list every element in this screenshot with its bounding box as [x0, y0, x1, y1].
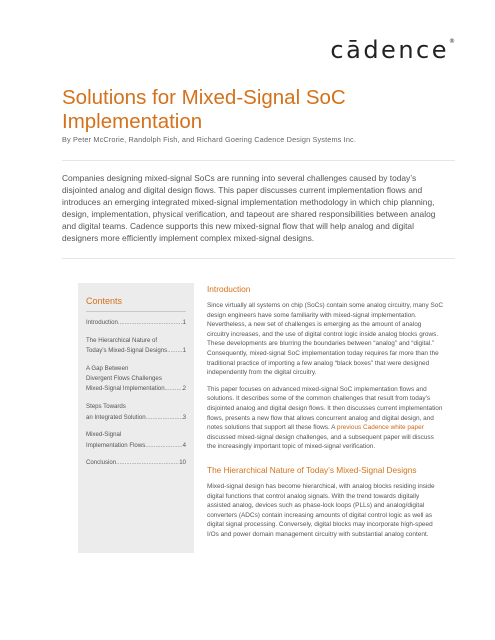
toc-page-number: 4: [182, 441, 186, 449]
toc-line: [86, 374, 186, 384]
paragraph: Mixed-signal design has become hierarchical, with analog blocks residing inside digital functions that control analog signals. With the trend towards digitally assisted analog, devices such as phase-lock loops (PLLs) and analog/digital converters (ADCs) contain increasing amounts of digital control logic as well as digital signal processing. Conversely, digital blocks may incorporate high-speed I/Os and power domain management circuitry with substantial analog content.: [207, 482, 435, 538]
paragraph: Since virtually all systems on chip (SoCs) contain some analog circuitry, many SoC design engineers have some familiarity with mixed-signal implementation. Nevertheless, a new set of challenges is emerging as the amount of analog circuitry increases, and the use of digital control logic inside analog blocks grows. These developments are blurring the boundaries between “analog” and “digital.” Consequently, mixed-signal SoC implementation today requires far more than the traditional practice of importing a few analog “black boxes” that were designed independently from the digital circuitry.: [207, 302, 444, 377]
paragraph-text: This paper focuses on advanced mixed-signal SoC implementation flows and solutions. It describes some of the common challenges that result from today’s disjointed analog and digital design flows. It then discusses current implementation flows, presents a new flow that allows concurrent analog and digital design, and notes solutions that support all these flows. A: [207, 385, 443, 432]
toc-line: [86, 458, 186, 468]
toc-text: Mixed-Signal: [86, 431, 122, 439]
authors-line: By Peter McCrorie, Randolph Fish, and Richard Goering Cadence Design Systems Inc.: [62, 135, 357, 144]
toc-entry[interactable]: [86, 430, 186, 451]
toc-text: A Gap Between: [86, 364, 129, 372]
toc-page-number: 10: [179, 459, 186, 467]
toc-line: [86, 346, 186, 356]
toc-text: Implementation Flows: [86, 441, 146, 449]
toc-leader-dots: [146, 413, 183, 423]
toc-entry[interactable]: [86, 458, 186, 468]
abstract-paragraph: Companies designing mixed-signal SoCs are running into several challenges caused by today’s disjointed analog and digital design flows. This paper discusses current implementation flows and introduces an emerging integrated mixed-signal implementation methodology in which chip planning, design, implementation, physical verification, and tapeout are shared responsibilities between analog and digital teams. Cadence supports this new mixed-signal flow that will help analog and digital designers more efficiently implement complex mixed-signal designs.: [62, 173, 436, 244]
toc-page-number: 1: [182, 347, 186, 355]
toc-page-number: 3: [182, 413, 186, 421]
toc-line: [86, 402, 186, 412]
divider: [86, 311, 186, 312]
contents-heading: Contents: [86, 296, 123, 306]
toc-text: an Integrated Solution: [86, 413, 146, 421]
toc-entry[interactable]: [86, 336, 186, 357]
toc-line: [86, 318, 186, 328]
main-column: [207, 284, 443, 546]
toc-text: The Hierarchical Nature of: [86, 336, 158, 344]
toc-entry[interactable]: [86, 318, 186, 328]
paragraph: [207, 385, 443, 452]
toc-text: Conclusion: [86, 459, 117, 467]
toc-line: [86, 384, 186, 394]
toc-line: [86, 413, 186, 423]
white-paper-link[interactable]: previous Cadence white paper: [336, 424, 424, 432]
toc-text: Divergent Flows Challenges: [86, 375, 162, 383]
toc-text: Today’s Mixed-Signal Designs: [86, 347, 168, 355]
registered-mark: ®: [449, 38, 455, 45]
document-title: Solutions for Mixed-Signal SoC Implementation: [62, 86, 346, 133]
toc-page-number: 2: [182, 385, 186, 393]
cadence-logo: [330, 36, 455, 64]
divider: [62, 258, 455, 259]
contents-sidebar: [78, 283, 194, 553]
toc-text: Mixed-Signal Implementation: [86, 385, 165, 393]
toc-text: Introduction: [86, 319, 118, 326]
toc-line: [86, 430, 186, 440]
toc-line: [86, 336, 186, 346]
section-heading-hierarchical: The Hierarchical Nature of Today’s Mixed-Signal Designs: [207, 464, 417, 475]
paragraph-text: discussed mixed-signal design challenges, and a subsequent paper will discuss the increasingly important topic of mixed-signal verification.: [207, 433, 434, 451]
toc-leader-dots: [145, 441, 182, 451]
toc-line: [86, 441, 186, 451]
toc-leader-dots: [167, 346, 182, 356]
divider: [62, 160, 455, 161]
toc-entry[interactable]: [86, 364, 186, 395]
toc-text: Steps Towards: [86, 403, 126, 411]
toc-entry[interactable]: [86, 402, 186, 423]
toc-page-number: 1: [182, 319, 186, 326]
toc-leader-dots: [118, 318, 183, 328]
logo-text: cādence: [330, 36, 449, 64]
toc-leader-dots: [116, 458, 179, 468]
section-heading-introduction: Introduction: [207, 284, 251, 294]
table-of-contents: [86, 318, 186, 476]
toc-line: [86, 364, 186, 374]
toc-leader-dots: [165, 384, 183, 394]
